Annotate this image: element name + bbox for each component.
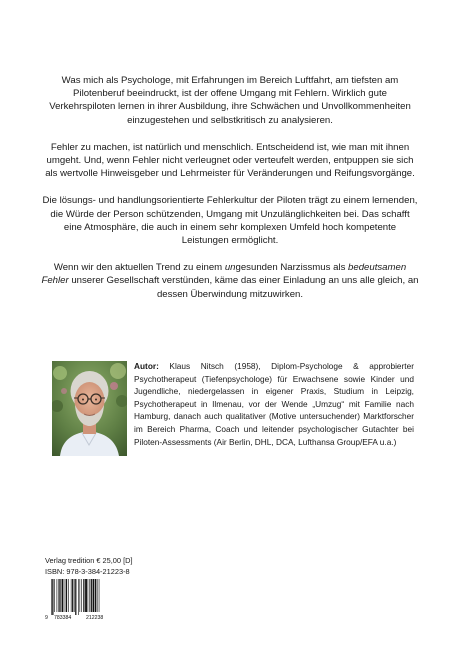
blurb-p4-italic-un: un: [224, 262, 236, 274]
blurb-p4-text-2: gesunden Narzissmus als: [235, 262, 349, 274]
imprint: [45, 555, 133, 577]
blurb-paragraph-1: Was mich als Psychologe, mit Erfahrungen im Bereich Luftfahrt, am tiefsten am Pilotenberuf beeindruckt, ist der offene Umgang mit Fehlern. Wirklich gute Verkehrspiloten lernen in ihrer Ausbildung, ihre Schwächen und Unvollkommenheiten einzugestehen und selbstkritisch zu analysieren.: [49, 75, 411, 126]
blurb-text: [40, 74, 420, 315]
blurb-p4-italic-phrase: bedeutsamen Fehler: [41, 262, 407, 287]
isbn: ISBN: 978-3-384-21223-8: [45, 567, 130, 576]
barcode-group-right: 212238: [86, 615, 104, 621]
author-bio: [134, 360, 414, 448]
blurb-p4-text-3: unserer Gesellschaft verstünden, käme das einer Einladung an uns alle gleich, an dessen Überwindung mitzuwirken.: [68, 275, 419, 300]
author-photo: [52, 361, 127, 456]
author-label: Autor:: [134, 361, 159, 371]
isbn-barcode: [44, 577, 120, 621]
barcode-group-left: 783384: [54, 615, 72, 621]
barcode-digit-lead: 9: [45, 615, 48, 621]
blurb-paragraph-4: [40, 261, 420, 301]
publisher-price: Verlag tredition € 25,00 [D]: [45, 556, 133, 565]
blurb-paragraph-3: Die lösungs- und handlungsorientierte Fehlerkultur der Piloten trägt zu einem lernenden, die Würde der Person schützenden, Umgang mit Unzulänglichkeiten bei. Das schafft eine Atmosphäre, die auch in einem sehr komplexen Umfeld hoch kompetente Leistungen ermöglicht.: [42, 195, 418, 247]
blurb-p4-text-1: Wenn wir den aktuellen Trend zu einem: [53, 262, 225, 274]
author-bio-text: Klaus Nitsch (1958), Diplom-Psychologe & approbierter Psychotherapeut (Tiefenpsychologe) für Erwachsene sowie Kinder und Jugendliche, niedergelassen in eigener Praxis, Studium in Leipzig, Psychotherapeut in Ilmenau, vor der Wende „Umzug“ mit Familie nach Hamburg, danach auch qualitativer (Motive untersuchender) Marktforscher im Bereich Pharma, Coach und leitender psychologischer Gutachter bei Piloten-Assessments (Air Berlin, DHL, DCA, Lufthansa Group/EFA u.a.): [134, 361, 414, 447]
blurb-paragraph-2: Fehler zu machen, ist natürlich und menschlich. Entscheidend ist, wie man mit ihnen umgeht. Und, wenn Fehler nicht verleugnet oder verteufelt werden, entpuppen sie sich als wertvolle Hinweisgeber und Lehrmeister für Veränderungen und Reifungsvorgänge.: [45, 141, 415, 180]
